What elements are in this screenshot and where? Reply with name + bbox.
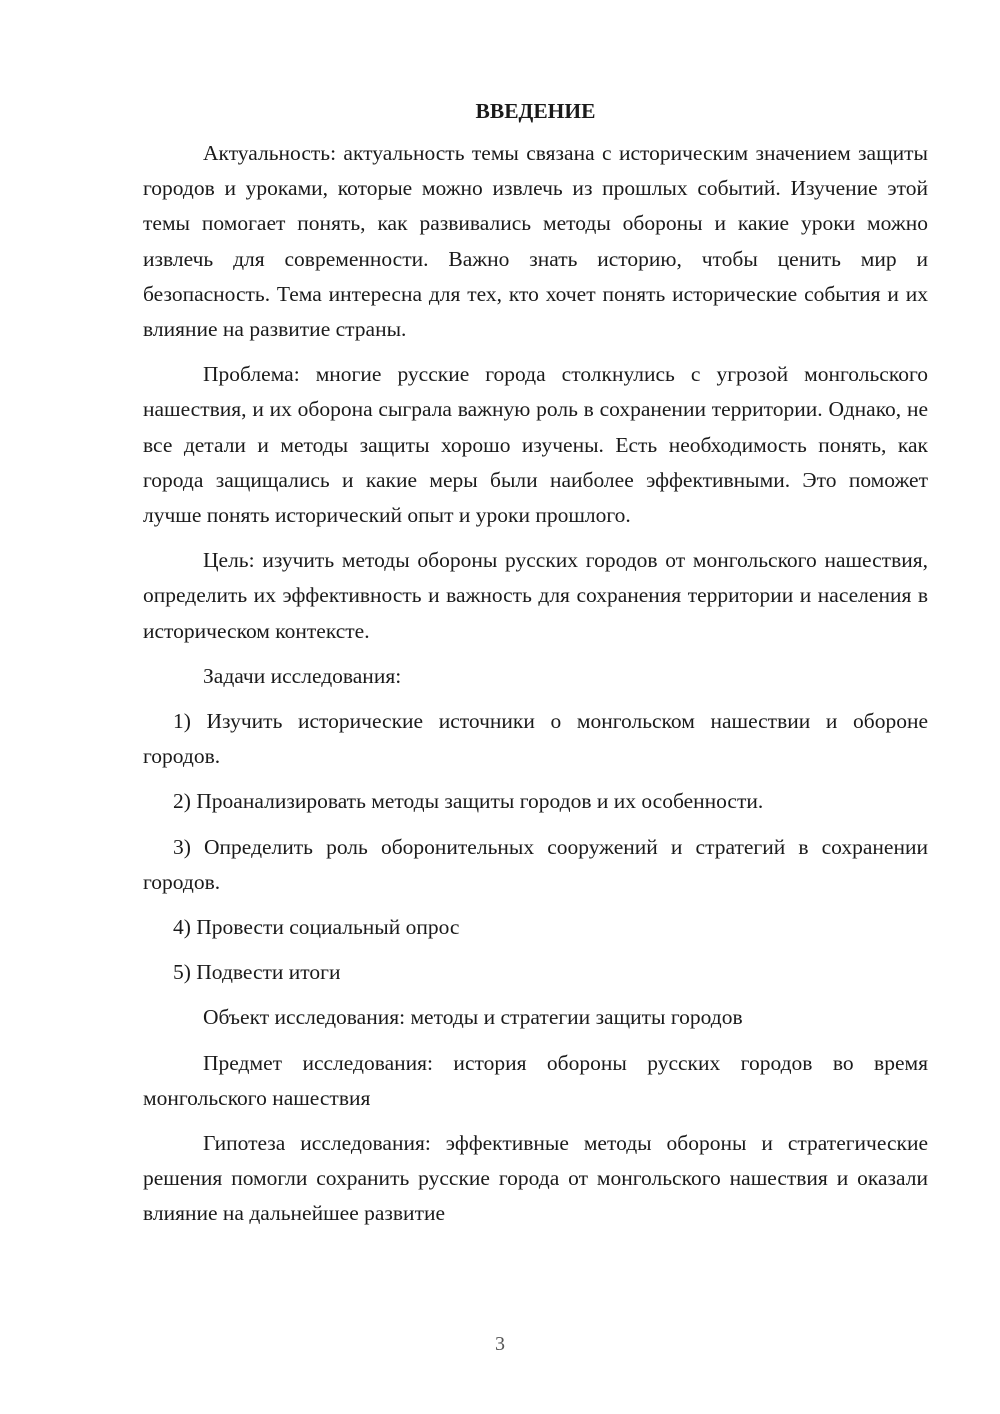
paragraph-relevance: Актуальность: актуальность темы связана с историческим значением защиты городов и уроками, которые можно извлечь из прошлых событий. Изучение этой темы помогает понять, как развивались методы обороны и какие уроки можно извлечь для современности. Важно знать историю, чтобы ценить мир и безопасность. Тема интересна для тех, кто хочет понять исторические события и их влияние на развитие страны.: [143, 141, 928, 342]
task-item-5: 5) Подвести итоги: [173, 960, 341, 985]
paragraph-subject: Предмет исследования: история обороны русских городов во время монгольского нашествия: [143, 1050, 928, 1110]
paragraph-problem: Проблема: многие русские города столкнулись с угрозой монгольского нашествия, и их оборона сыграла важную роль в сохранении территории. Однако, не все детали и методы защиты хорошо изучены. Есть необходимость понять, как города защищались и какие меры были наиболее эффективными. Это поможет лучше понять исторический опыт и уроки прошлого.: [143, 362, 928, 528]
task-item-2: 2) Проанализировать методы защиты городов и их особенности.: [173, 789, 764, 814]
task-item-1: 1) Изучить исторические источники о монгольском нашествии и обороне городов.: [143, 709, 928, 769]
paragraph-goal: Цель: изучить методы обороны русских городов от монгольского нашествия, определить их эффективность и важность для сохранения территории и населения в историческом контексте.: [143, 548, 928, 643]
task-item-3: 3) Определить роль оборонительных сооружений и стратегий в сохранении городов.: [143, 834, 928, 894]
section-title: ВВЕДЕНИЕ: [475, 99, 596, 123]
document-page: [143, 96, 928, 1242]
tasks-list: [143, 704, 928, 990]
paragraph-object: Объект исследования: методы и стратегии защиты городов: [203, 1005, 743, 1030]
paragraph-hypothesis: Гипотеза исследования: эффективные методы обороны и стратегические решения помогли сохранить русские города от монгольского нашествия и оказали влияние на дальнейшее развитие: [143, 1131, 928, 1226]
tasks-heading: Задачи исследования:: [203, 663, 402, 688]
task-item-4: 4) Провести социальный опрос: [173, 915, 460, 940]
page-number: 3: [495, 1333, 505, 1355]
